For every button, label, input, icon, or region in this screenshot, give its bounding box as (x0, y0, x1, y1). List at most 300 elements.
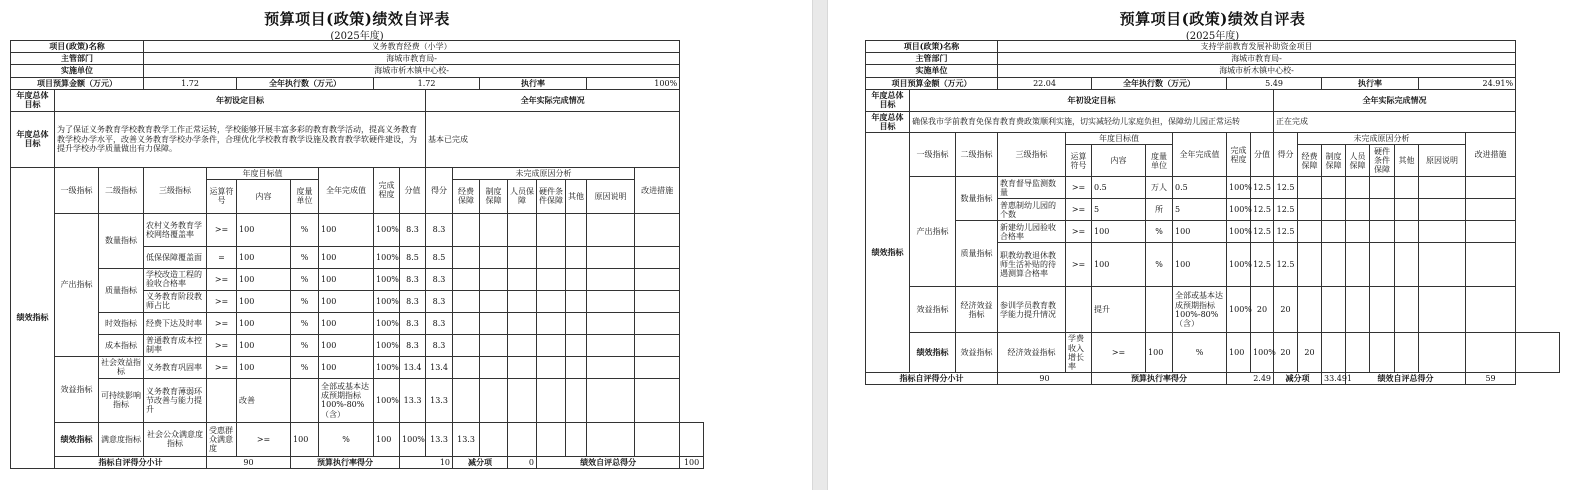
empty-cell (566, 290, 587, 312)
content-cell: 100 (1146, 333, 1173, 373)
table-row (11, 312, 704, 334)
degree-cell: 100% (1227, 177, 1251, 199)
page-subtitle: (2025年度) (1185, 31, 1240, 42)
unit-cell: 万人 (1146, 177, 1173, 199)
empty-cell (453, 378, 480, 422)
lvl3-cell: 受惠群众满意度 (207, 422, 237, 456)
empty-cell (587, 422, 635, 456)
got-header: 得分 (1274, 133, 1298, 177)
empty-cell (1419, 177, 1466, 199)
empty-cell (566, 422, 587, 456)
reason-system-header: 制度保障 (1322, 145, 1346, 177)
empty-cell (1395, 221, 1419, 243)
lvl3-cell: 普惠制幼儿园的个数 (998, 199, 1066, 221)
empty-cell (635, 356, 680, 378)
op-cell: = (207, 246, 237, 268)
op-cell: >= (1066, 243, 1092, 287)
empty-cell (508, 312, 537, 334)
lvl2-cell: 经济效益指标 (956, 287, 998, 333)
empty-cell (1419, 333, 1466, 373)
subtotal-value: 90 (207, 456, 291, 468)
page-gutter (812, 0, 828, 490)
content-cell: 100 (237, 213, 291, 246)
table-row (866, 221, 1560, 243)
score-cell: 13.3 (426, 422, 453, 456)
lvl1-header: 一级指标 (55, 167, 99, 213)
reason-fund-header: 经费保障 (453, 179, 480, 213)
empty-cell (1516, 333, 1560, 373)
empty-cell (453, 246, 480, 268)
subtotal-label: 指标自评得分小计 (866, 373, 998, 385)
empty-cell (1322, 199, 1346, 221)
page-title: 预算项目(政策)绩效自评表 (264, 10, 450, 28)
op-cell: >= (207, 312, 237, 334)
empty-cell (566, 356, 587, 378)
improve-header: 改进措施 (635, 167, 680, 213)
content-cell: 改善 (237, 378, 291, 422)
got-cell: 12.5 (1274, 243, 1298, 287)
empty-cell (1466, 221, 1516, 243)
empty-cell (480, 246, 508, 268)
empty-cell (1322, 177, 1346, 199)
done-cell: 100 (319, 268, 374, 290)
lvl2-cell: 成本指标 (99, 334, 144, 356)
deduct-label: 减分项 (1274, 373, 1322, 385)
empty-cell (480, 356, 508, 378)
content-cell: 100 (237, 268, 291, 290)
degree-cell: 100% (1227, 221, 1251, 243)
perf-label-2: 绩效指标 (55, 422, 99, 456)
table-row (11, 378, 704, 422)
empty-cell (537, 290, 566, 312)
total-label: 绩效自评总得分 (1346, 373, 1466, 385)
done-cell: 100 (374, 422, 400, 456)
lvl3-cell: 义务教育薄弱环节改善与能力提升 (144, 378, 207, 422)
op-cell: >= (1066, 199, 1092, 221)
empty-cell (1370, 199, 1395, 221)
done-cell: 100 (1173, 221, 1227, 243)
budget-label: 项目预算金额（万元） (11, 77, 144, 89)
empty-cell (480, 334, 508, 356)
lvl1-cell: 产出指标 (910, 177, 956, 287)
op-cell: >= (207, 213, 237, 246)
dept-label: 主管部门 (866, 53, 998, 65)
empty-cell (1395, 333, 1419, 373)
unit-cell: % (291, 334, 319, 356)
empty-cell (537, 334, 566, 356)
reason-system-header: 制度保障 (480, 179, 508, 213)
got-cell: 13.4 (426, 356, 453, 378)
done-cell: 100 (1227, 333, 1251, 373)
project-name-value: 支持学前教育发展补助资金项目 (998, 41, 1516, 53)
reason-other-header: 其他 (566, 179, 587, 213)
unit-cell: % (1146, 243, 1173, 287)
reason-staff-header: 人员保障 (508, 179, 537, 213)
lvl3-cell: 新建幼儿园验收合格率 (998, 221, 1066, 243)
lvl2-header: 二级指标 (956, 133, 998, 177)
budget-score-value: 10 (400, 456, 453, 468)
done-cell: 全部或基本达成预期指标100%-80%（含） (319, 378, 374, 422)
content-header: 内容 (1092, 145, 1146, 177)
done-cell: 100 (319, 246, 374, 268)
table-row (11, 334, 704, 356)
lvl2-cell: 社会公众满意度指标 (144, 422, 207, 456)
budget-label: 项目预算金额（万元） (866, 77, 998, 89)
op-cell: >= (237, 422, 291, 456)
score-cell: 12.5 (1251, 177, 1274, 199)
got-cell: 20 (1298, 333, 1322, 373)
empty-cell (1298, 177, 1322, 199)
degree-cell: 100% (374, 378, 400, 422)
unit-cell (291, 378, 319, 422)
got-cell: 12.5 (1274, 177, 1298, 199)
op-header: 运算符号 (207, 179, 237, 213)
budget-score-label: 预算执行率得分 (291, 456, 400, 468)
op-cell: >= (207, 356, 237, 378)
exec-amount-value: 5.49 (1227, 77, 1322, 89)
target-group-header: 年度目标值 (207, 167, 319, 179)
empty-cell (1298, 287, 1322, 333)
op-cell: >= (207, 334, 237, 356)
actual-label: 全年实际完成情况 (1274, 89, 1516, 111)
lvl3-cell: 低保保障覆盖面 (144, 246, 207, 268)
lvl2-cell: 数量指标 (956, 177, 998, 221)
got-cell: 8.5 (426, 246, 453, 268)
empty-cell (1370, 177, 1395, 199)
unit-cell: % (291, 290, 319, 312)
lvl3-header: 三级指标 (998, 133, 1066, 177)
exec-amount-label: 全年执行数（万元） (1092, 77, 1227, 89)
unit-value: 海城市析木镇中心校- (998, 65, 1516, 77)
lvl2-cell: 数量指标 (99, 213, 144, 268)
got-cell: 8.3 (426, 213, 453, 246)
content-cell: 100 (237, 334, 291, 356)
empty-cell (453, 312, 480, 334)
project-name-label: 项目(政策)名称 (866, 41, 998, 53)
table-row (11, 213, 704, 246)
op-cell (1066, 287, 1092, 333)
summary-row (11, 456, 704, 468)
degree-cell: 100% (374, 268, 400, 290)
dept-value: 海城市教育局- (998, 53, 1516, 65)
empty-cell (1466, 287, 1516, 333)
op-cell: >= (1066, 221, 1092, 243)
empty-cell (508, 290, 537, 312)
unit-cell: % (291, 246, 319, 268)
score-cell: 8.3 (400, 290, 426, 312)
empty-cell (453, 356, 480, 378)
empty-cell (1395, 177, 1419, 199)
lvl2-header: 二级指标 (99, 167, 144, 213)
lvl1-cell: 效益指标 (55, 356, 99, 422)
lvl3-cell: 学费收入增长率 (1066, 333, 1092, 373)
deduct-value: 33.491 (1322, 373, 1346, 385)
empty-cell (508, 246, 537, 268)
empty-cell (1346, 287, 1370, 333)
degree-cell: 100% (374, 213, 400, 246)
perf-label: 绩效指标 (11, 167, 55, 468)
improve-header: 改进措施 (1466, 133, 1516, 177)
empty-cell (480, 422, 508, 456)
got-header: 得分 (426, 167, 453, 213)
empty-cell (566, 312, 587, 334)
page-subtitle: (2025年度) (330, 31, 384, 42)
empty-cell (480, 312, 508, 334)
dept-label: 主管部门 (11, 53, 144, 65)
empty-cell (480, 268, 508, 290)
evaluation-table (865, 40, 1560, 385)
empty-cell (537, 312, 566, 334)
project-name-label: 项目(政策)名称 (11, 41, 144, 53)
got-cell: 12.5 (1274, 221, 1298, 243)
content-cell: 100 (237, 356, 291, 378)
empty-cell (1346, 243, 1370, 287)
score-cell: 13.4 (400, 356, 426, 378)
actual-text: 正在完成 (1274, 111, 1516, 132)
empty-cell (587, 290, 635, 312)
empty-cell (1395, 243, 1419, 287)
done-cell: 100 (319, 334, 374, 356)
reason-group-header: 未完成原因分析 (1298, 133, 1466, 145)
goal-row-label: 年度总体目标 (866, 111, 910, 132)
empty-cell (635, 312, 680, 334)
empty-cell (1466, 177, 1516, 199)
empty-cell (1298, 243, 1322, 287)
empty-cell (508, 356, 537, 378)
empty-cell (508, 334, 537, 356)
done-cell: 全部或基本达成预期指标100%-80%（含） (1173, 287, 1227, 333)
score-cell: 12.5 (1251, 199, 1274, 221)
summary-row (866, 373, 1560, 385)
table-row (11, 422, 704, 456)
got-cell: 13.3 (453, 422, 480, 456)
op-cell: >= (1092, 333, 1146, 373)
score-cell: 8.3 (400, 334, 426, 356)
lvl3-cell: 农村义务教育学校网络覆盖率 (144, 213, 207, 246)
table-row (11, 268, 704, 290)
score-cell: 8.5 (400, 246, 426, 268)
unit-cell: % (291, 268, 319, 290)
empty-cell (1370, 221, 1395, 243)
empty-cell (537, 268, 566, 290)
perf-label-2: 绩效指标 (910, 333, 956, 373)
unit-cell: % (291, 312, 319, 334)
degree-cell: 100% (374, 246, 400, 268)
unit-cell: % (1173, 333, 1227, 373)
reason-other-header: 其他 (1395, 145, 1419, 177)
content-header: 内容 (237, 179, 291, 213)
empty-cell (635, 378, 680, 422)
lvl3-cell: 职教幼教退休教师生活补贴的待遇测算合格率 (998, 243, 1066, 287)
empty-cell (587, 356, 635, 378)
lvl1-cell: 效益指标 (956, 333, 998, 373)
empty-cell (1419, 287, 1466, 333)
unit-header: 度量单位 (291, 179, 319, 213)
empty-cell (635, 268, 680, 290)
lvl2-cell: 社会效益指标 (99, 356, 144, 378)
table-row (11, 356, 704, 378)
budget-score-label: 预算执行率得分 (1092, 373, 1227, 385)
done-cell: 100 (319, 213, 374, 246)
score-cell: 8.3 (400, 312, 426, 334)
perf-label: 绩效指标 (866, 133, 910, 373)
empty-cell (1395, 199, 1419, 221)
lvl1-cell: 产出指标 (55, 213, 99, 356)
done-cell: 100 (319, 356, 374, 378)
content-cell: 100 (1092, 221, 1146, 243)
score-cell: 12.5 (1251, 243, 1274, 287)
op-cell: >= (207, 290, 237, 312)
content-cell: 100 (291, 422, 319, 456)
unit-cell: % (291, 356, 319, 378)
empty-cell (508, 378, 537, 422)
lvl3-cell: 经费下达及时率 (144, 312, 207, 334)
lvl2-cell: 质量指标 (99, 268, 144, 312)
empty-cell (1419, 221, 1466, 243)
empty-cell (635, 422, 680, 456)
budget-value: 1.72 (144, 77, 237, 89)
score-header: 分值 (400, 167, 426, 213)
goal-row-label: 年度总体目标 (11, 111, 55, 167)
budget-score-value: 2.49 (1227, 373, 1274, 385)
target-group-header: 年度目标值 (1066, 133, 1173, 145)
empty-cell (1370, 333, 1395, 373)
lvl3-cell: 普通教育成本控制率 (144, 334, 207, 356)
empty-cell (566, 268, 587, 290)
done-cell: 0.5 (1173, 177, 1227, 199)
content-cell: 100 (237, 246, 291, 268)
budget-value: 22.04 (998, 77, 1092, 89)
empty-cell (453, 334, 480, 356)
reason-note-header: 原因说明 (1419, 145, 1466, 177)
degree-header: 完成程度 (374, 167, 400, 213)
empty-cell (1346, 177, 1370, 199)
table-row (866, 333, 1560, 373)
empty-cell (480, 290, 508, 312)
done-cell: 100 (319, 290, 374, 312)
exec-rate-value: 100% (587, 77, 680, 89)
empty-cell (1346, 333, 1370, 373)
lvl3-cell: 教育督导监测数量 (998, 177, 1066, 199)
lvl3-cell: 义务教育巩固率 (144, 356, 207, 378)
empty-cell (566, 378, 587, 422)
op-cell (207, 378, 237, 422)
got-cell: 8.3 (426, 290, 453, 312)
empty-cell (1466, 243, 1516, 287)
content-cell: 100 (1092, 243, 1146, 287)
empty-cell (508, 268, 537, 290)
exec-amount-label: 全年执行数（万元） (237, 77, 374, 89)
score-cell: 8.3 (400, 213, 426, 246)
empty-cell (1322, 287, 1346, 333)
done-cell: 5 (1173, 199, 1227, 221)
content-cell: 100 (237, 312, 291, 334)
empty-cell (566, 246, 587, 268)
unit-label: 实施单位 (866, 65, 998, 77)
degree-cell: 100% (1227, 287, 1251, 333)
reason-staff-header: 人员保障 (1346, 145, 1370, 177)
goal-text: 确保我市学前教育免保育教育费政策顺利实施，切实减轻幼儿家庭负担，保障幼儿园正常运转 (910, 111, 1274, 132)
empty-cell (1322, 221, 1346, 243)
got-cell: 20 (1274, 287, 1298, 333)
empty-cell (537, 378, 566, 422)
lvl3-cell: 学校改造工程的验收合格率 (144, 268, 207, 290)
goal-text: 为了保证义务教育学校教育教学工作正常运转，学校能够开展丰富多彩的教育教学活动，提高义务教育教学校办学水平，改善义务教育学校办学条件，合理优化学校教育教学设施及教育教学软硬件建设，为提升学校办学质量做出有力保障。 (55, 111, 426, 167)
degree-cell: 100% (374, 312, 400, 334)
got-cell: 8.3 (426, 268, 453, 290)
left-page (10, 0, 704, 490)
deduct-label: 减分项 (453, 456, 508, 468)
empty-cell (537, 422, 566, 456)
goal-header-label: 年度总体目标 (11, 89, 55, 111)
empty-cell (508, 422, 537, 456)
empty-cell (587, 268, 635, 290)
got-cell: 8.3 (426, 312, 453, 334)
score-cell: 12.5 (1251, 221, 1274, 243)
op-header: 运算符号 (1066, 145, 1092, 177)
got-cell: 8.3 (426, 334, 453, 356)
empty-cell (1466, 333, 1516, 373)
reason-group-header: 未完成原因分析 (453, 167, 635, 179)
content-cell: 0.5 (1092, 177, 1146, 199)
empty-cell (566, 334, 587, 356)
lvl2-cell: 可持续影响指标 (99, 378, 144, 422)
score-cell: 13.3 (400, 378, 426, 422)
empty-cell (1395, 287, 1419, 333)
empty-cell (1298, 221, 1322, 243)
got-cell: 13.3 (426, 378, 453, 422)
degree-cell: 100% (1251, 333, 1274, 373)
unit-value: 海城市析木镇中心校- (144, 65, 680, 77)
evaluation-table (10, 40, 704, 469)
empty-cell (1466, 199, 1516, 221)
got-cell: 12.5 (1274, 199, 1298, 221)
unit-cell: % (291, 213, 319, 246)
empty-cell (1298, 199, 1322, 221)
empty-cell (1370, 243, 1395, 287)
empty-cell (1322, 333, 1346, 373)
empty-cell (453, 268, 480, 290)
empty-cell (587, 312, 635, 334)
total-value: 59 (1466, 373, 1516, 385)
empty-cell (1346, 199, 1370, 221)
exec-rate-label: 执行率 (1322, 77, 1419, 89)
exec-amount-value: 1.72 (374, 77, 480, 89)
empty-cell (635, 246, 680, 268)
done-cell: 100 (319, 312, 374, 334)
dept-value: 海城市教育局- (144, 53, 680, 65)
subtotal-label: 指标自评得分小计 (55, 456, 207, 468)
score-cell: 20 (1274, 333, 1298, 373)
lvl2-cell: 经济效益指标 (998, 333, 1066, 373)
score-cell: 20 (1251, 287, 1274, 333)
goal-header-label: 年度总体目标 (866, 89, 910, 111)
unit-cell: % (1146, 221, 1173, 243)
reason-hardware-header: 硬件条件保障 (1370, 145, 1395, 177)
actual-text: 基本已完成 (426, 111, 680, 167)
empty-cell (587, 246, 635, 268)
done-header: 全年完成值 (319, 167, 374, 213)
lvl3-cell: 参训学员教育教学能力提升情况 (998, 287, 1066, 333)
degree-cell: 100% (374, 356, 400, 378)
page-title: 预算项目(政策)绩效自评表 (1119, 10, 1306, 28)
total-label: 绩效自评总得分 (537, 456, 680, 468)
empty-cell (1370, 287, 1395, 333)
unit-label: 实施单位 (11, 65, 144, 77)
op-cell: >= (207, 268, 237, 290)
lvl3-header: 三级指标 (144, 167, 207, 213)
lvl1-cell: 满意度指标 (99, 422, 144, 456)
